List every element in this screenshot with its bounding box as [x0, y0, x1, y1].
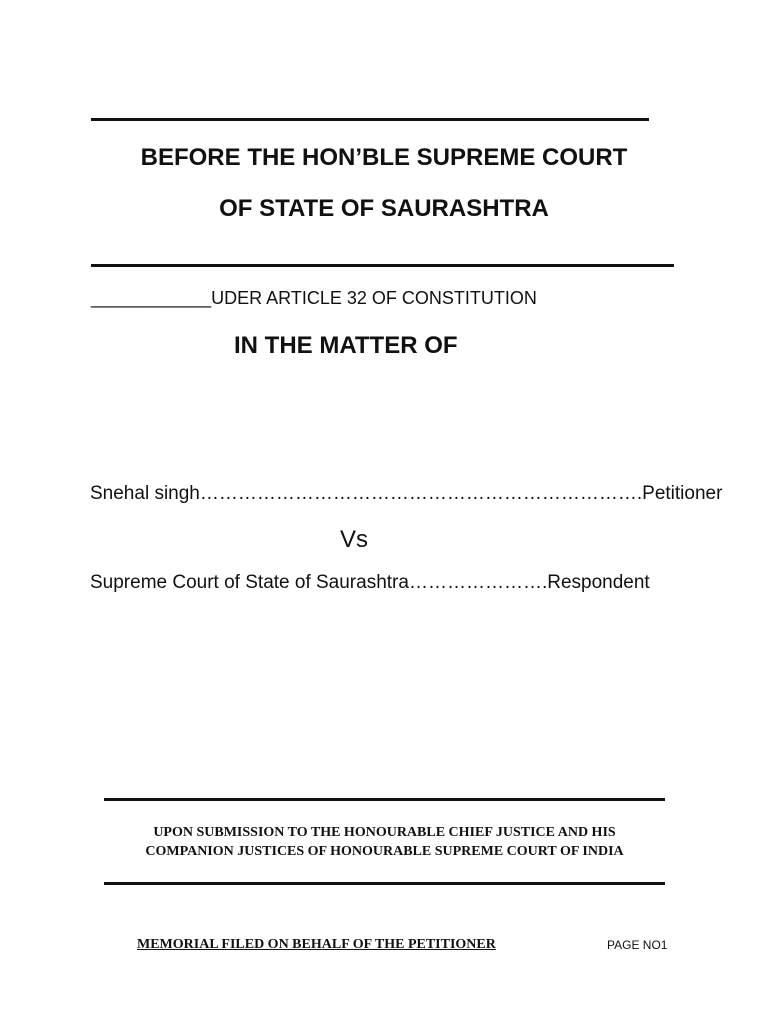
matter-heading: IN THE MATTER OF	[234, 332, 458, 359]
petitioner-line	[90, 483, 722, 505]
respondent-name: Supreme Court of State of Saurashtra	[90, 572, 409, 593]
submission-top-rule	[104, 798, 665, 801]
article-text: UDER ARTICLE 32 OF CONSTITUTION	[211, 288, 537, 308]
title-rule	[91, 264, 674, 267]
article-line	[91, 288, 537, 309]
respondent-role: Respondent	[547, 572, 650, 593]
court-title-line2: OF STATE OF SAURASHTRA	[219, 195, 549, 222]
submission-bottom-rule	[104, 882, 665, 885]
memorial-footer: MEMORIAL FILED ON BEHALF OF THE PETITIONER	[137, 937, 496, 952]
petitioner-name: Snehal singh	[90, 483, 200, 504]
respondent-dots: ………………….	[408, 572, 548, 593]
article-blank: ____________	[91, 288, 212, 308]
submission-block	[104, 823, 665, 861]
top-rule	[91, 118, 649, 121]
page-number: PAGE NO1	[607, 938, 668, 952]
petitioner-dots: ……………………………………………………………	[199, 483, 637, 504]
court-title-line1: BEFORE THE HON’BLE SUPREME COURT	[140, 144, 628, 171]
versus-label: Vs	[340, 526, 369, 553]
submission-line2: COMPANION JUSTICES OF HONOURABLE SUPREME COURT OF INDIA	[145, 844, 624, 859]
respondent-line	[90, 572, 650, 594]
petitioner-role: .Petitioner	[636, 483, 723, 504]
submission-line1: UPON SUBMISSION TO THE HONOURABLE CHIEF JUSTICE AND HIS	[153, 825, 616, 840]
